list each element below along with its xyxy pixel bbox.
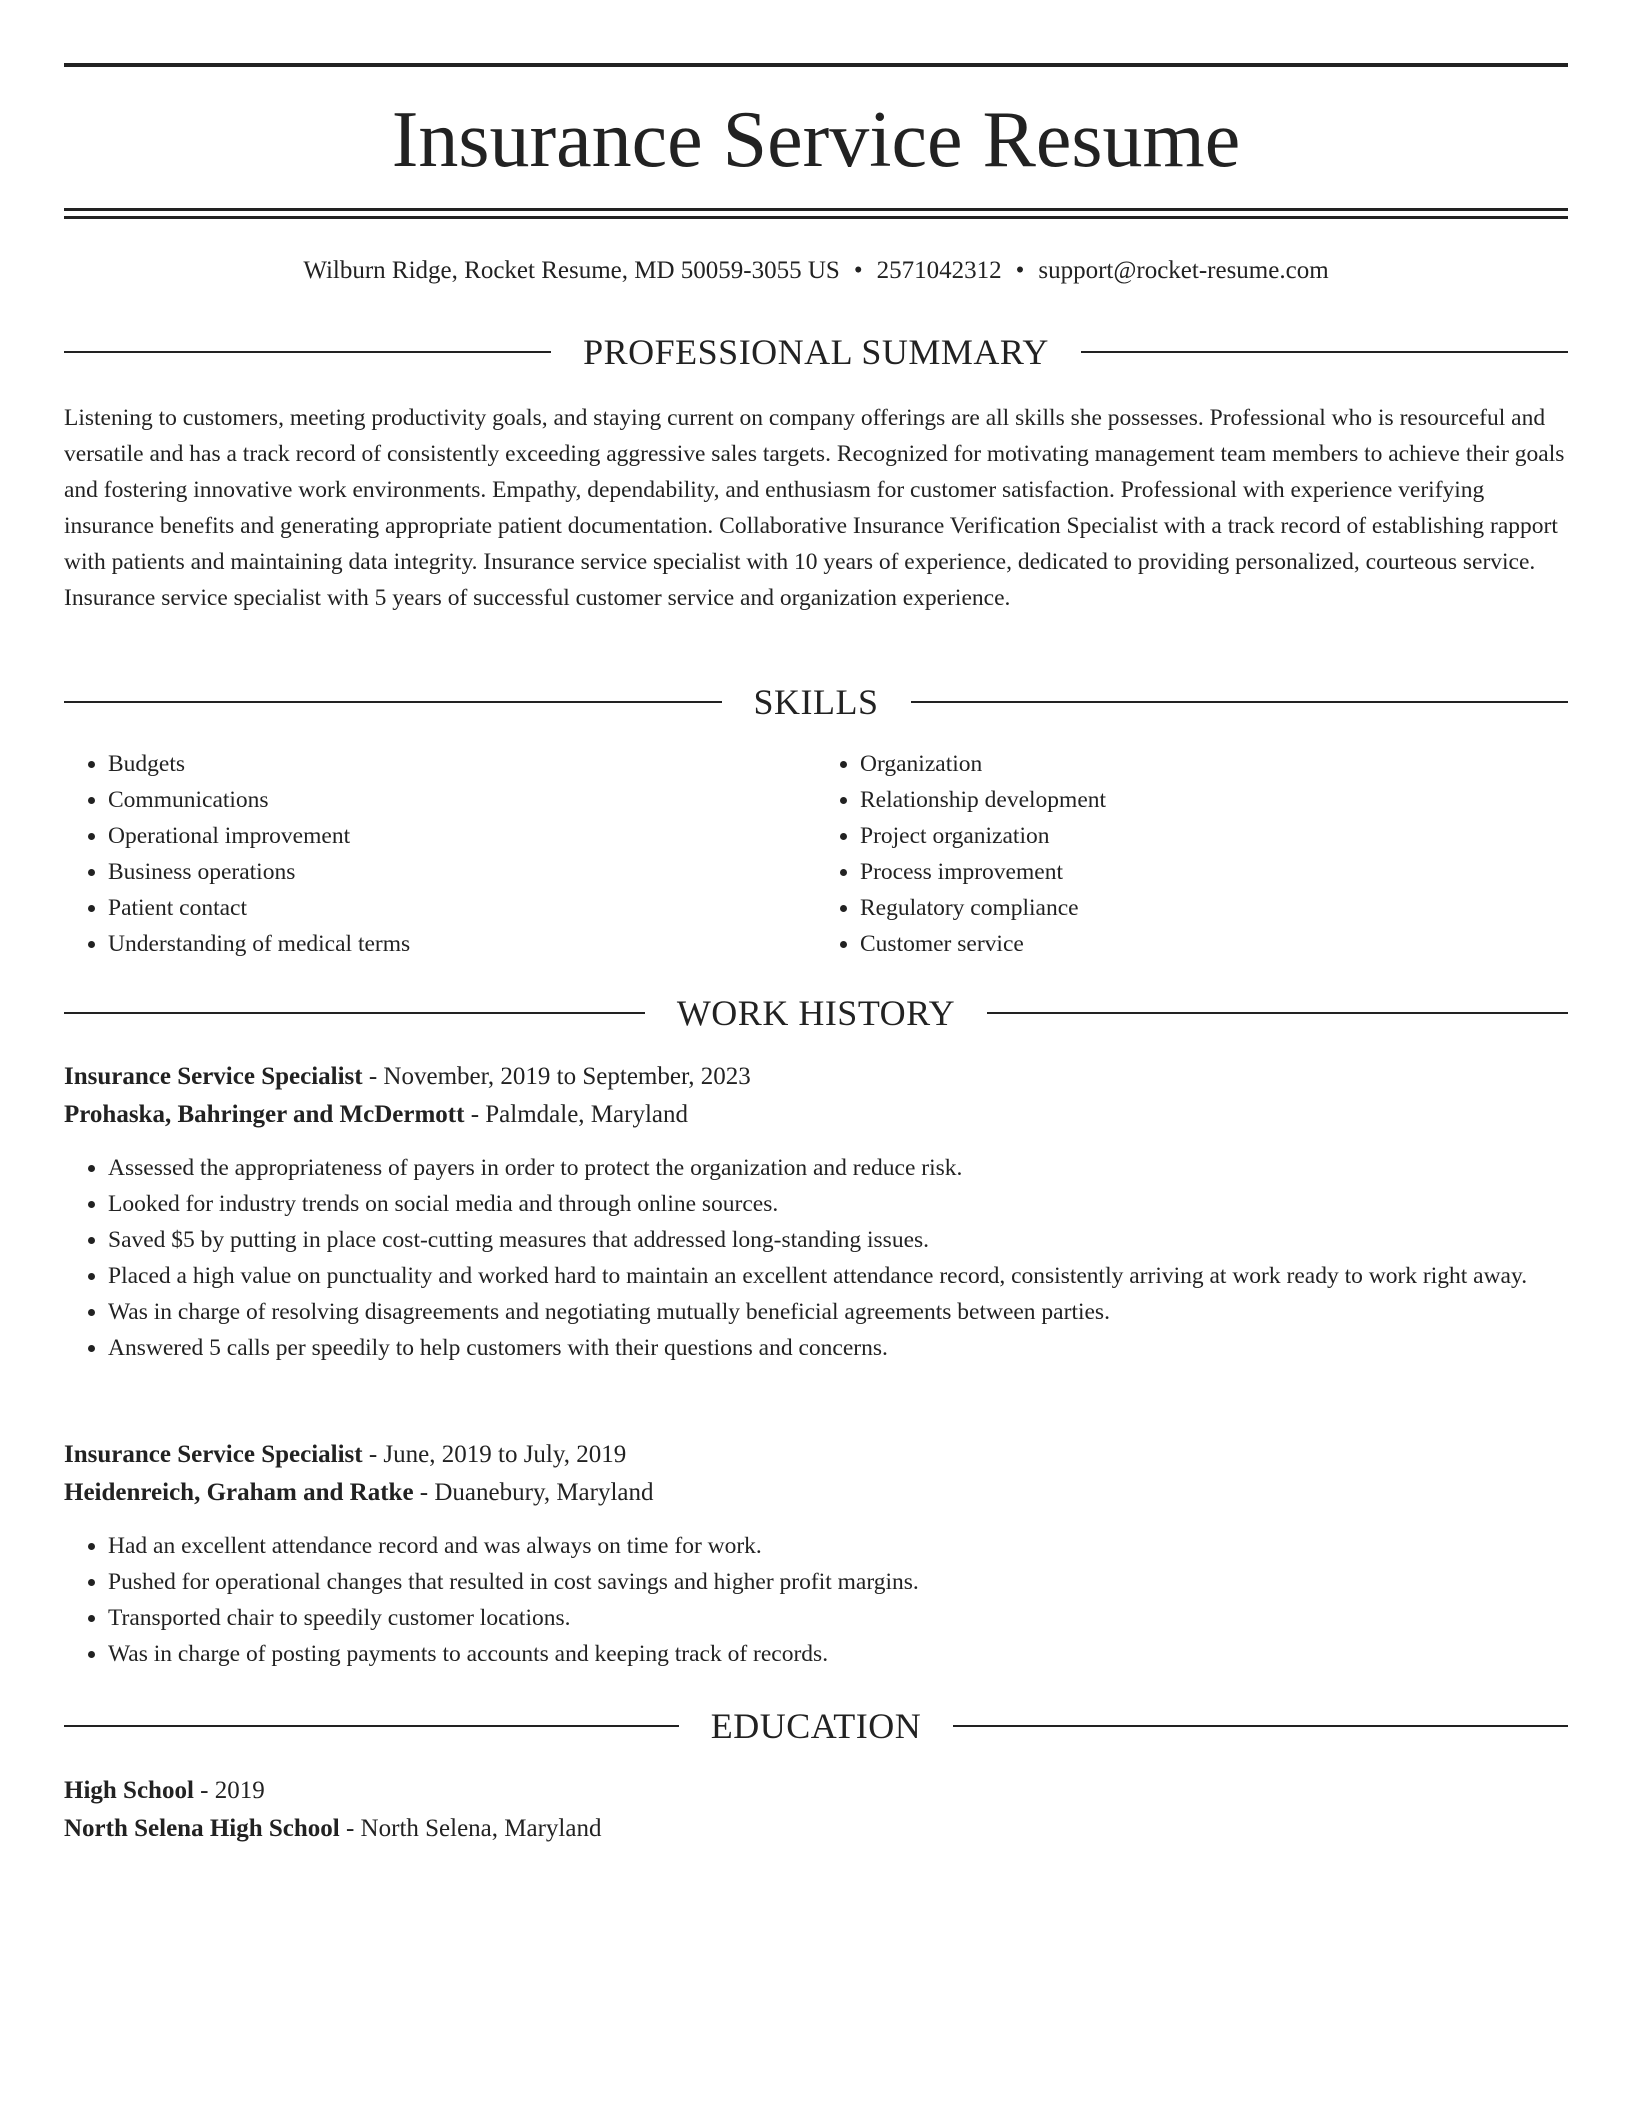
- job-title-line: [64, 1436, 1568, 1474]
- divider-line: [64, 1725, 679, 1727]
- contact-phone[interactable]: 2571042312: [876, 257, 1002, 284]
- job-bullet: • Answered 5 calls per speedily to help customers with their questions and concerns.: [108, 1330, 1568, 1366]
- job-company-line: [64, 1096, 1568, 1134]
- skill-item: • Operational improvement: [108, 818, 816, 854]
- summary-section-header: [64, 332, 1568, 372]
- job-entry: [64, 1436, 1568, 1672]
- skill-item: • Business operations: [108, 854, 816, 890]
- job-company: Prohaska, Bahringer and McDermott: [64, 1101, 465, 1128]
- job-company: Heidenreich, Graham and Ratke: [64, 1479, 414, 1506]
- skills-heading: SKILLS: [753, 682, 879, 722]
- divider-line: [64, 701, 722, 703]
- skills-column-left: [64, 746, 816, 962]
- education-entry: [64, 1772, 1568, 1848]
- summary-text: Listening to customers, meeting productivity goals, and staying current on company offerings are all skills she possesses. Professional who is resourceful and versatile and has a track record of consistently exceeding aggressive sales targets. Recognized for motivating management team members to achieve their goals and fostering innovative work environments. Empathy, dependability, and enthusiasm for customer satisfaction. Professional with experience verifying insurance benefits and generating appropriate patient documentation. Collaborative Insurance Verification Specialist with a track record of establishing rapport with patients and maintaining data integrity. Insurance service specialist with 10 years of experience, dedicated to providing personalized, courteous service. Insurance service specialist with 5 years of successful customer service and organization experience.: [64, 405, 1565, 611]
- job-dates: - November, 2019 to September, 2023: [362, 1063, 751, 1090]
- skills-column-right: [816, 746, 1568, 962]
- job-bullet: • Assessed the appropriateness of payers in order to protect the organization and reduce risk.: [108, 1150, 1568, 1186]
- job-bullet: • Was in charge of posting payments to accounts and keeping track of records.: [108, 1636, 1568, 1672]
- skill-item: • Process improvement: [860, 854, 1568, 890]
- divider-line: [1081, 351, 1568, 353]
- work-section-header: [64, 993, 1568, 1033]
- job-title: Insurance Service Specialist: [64, 1441, 363, 1468]
- skill-item: • Budgets: [108, 746, 816, 782]
- job-bullet: • Pushed for operational changes that resulted in cost savings and higher profit margins.: [108, 1564, 1568, 1600]
- divider-line: [64, 1012, 645, 1014]
- skill-item: • Communications: [108, 782, 816, 818]
- divider-line: [953, 1725, 1568, 1727]
- job-location: - Duanebury, Maryland: [413, 1479, 654, 1506]
- education-section-header: [64, 1706, 1568, 1746]
- title-double-rule: [64, 208, 1568, 220]
- divider-line: [64, 351, 551, 353]
- skill-item: • Project organization: [860, 818, 1568, 854]
- education-school: North Selena High School: [64, 1815, 340, 1842]
- skills-section-header: [64, 682, 1568, 722]
- job-title-line: [64, 1058, 1568, 1096]
- skill-item: • Customer service: [860, 926, 1568, 962]
- skills-list: [64, 746, 1568, 962]
- job-location: - Palmdale, Maryland: [464, 1101, 689, 1128]
- education-school-line: [64, 1810, 1568, 1848]
- education-degree-line: [64, 1772, 1568, 1810]
- job-entry: [64, 1058, 1568, 1366]
- top-rule: [64, 63, 1568, 67]
- contact-email[interactable]: support@rocket-resume.com: [1038, 257, 1329, 284]
- skill-item: • Understanding of medical terms: [108, 926, 816, 962]
- job-bullet: • Transported chair to speedily customer locations.: [108, 1600, 1568, 1636]
- job-bullet: • Looked for industry trends on social media and through online sources.: [108, 1186, 1568, 1222]
- contact-separator: •: [1015, 257, 1025, 284]
- divider-line: [987, 1012, 1568, 1014]
- job-bullet: • Saved $5 by putting in place cost-cutting measures that addressed long-standing issues.: [108, 1222, 1568, 1258]
- job-company-line: [64, 1474, 1568, 1512]
- education-heading: EDUCATION: [710, 1706, 922, 1746]
- job-title: Insurance Service Specialist: [64, 1063, 363, 1090]
- education-degree: High School: [64, 1777, 194, 1804]
- contact-separator: •: [853, 257, 863, 284]
- contact-line: [64, 254, 1568, 288]
- skill-item: • Patient contact: [108, 890, 816, 926]
- job-bullets: [64, 1150, 1568, 1366]
- skill-item: • Organization: [860, 746, 1568, 782]
- skill-item: • Relationship development: [860, 782, 1568, 818]
- education-year: - 2019: [193, 1777, 265, 1804]
- job-bullet: • Was in charge of resolving disagreements and negotiating mutually beneficial agreements between parties.: [108, 1294, 1568, 1330]
- education-location: - North Selena, Maryland: [339, 1815, 602, 1842]
- page-title: Insurance Service Resume: [391, 96, 1241, 184]
- job-bullets: [64, 1528, 1568, 1672]
- skill-item: • Regulatory compliance: [860, 890, 1568, 926]
- job-bullet: • Had an excellent attendance record and was always on time for work.: [108, 1528, 1568, 1564]
- work-heading: WORK HISTORY: [676, 993, 956, 1033]
- summary-heading: PROFESSIONAL SUMMARY: [583, 332, 1049, 372]
- job-dates: - June, 2019 to July, 2019: [362, 1441, 627, 1468]
- contact-address: Wilburn Ridge, Rocket Resume, MD 50059-3055 US: [303, 257, 840, 284]
- job-bullet: • Placed a high value on punctuality and worked hard to maintain an excellent attendance record, consistently arriving at work ready to work right away.: [108, 1258, 1568, 1294]
- divider-line: [911, 701, 1569, 703]
